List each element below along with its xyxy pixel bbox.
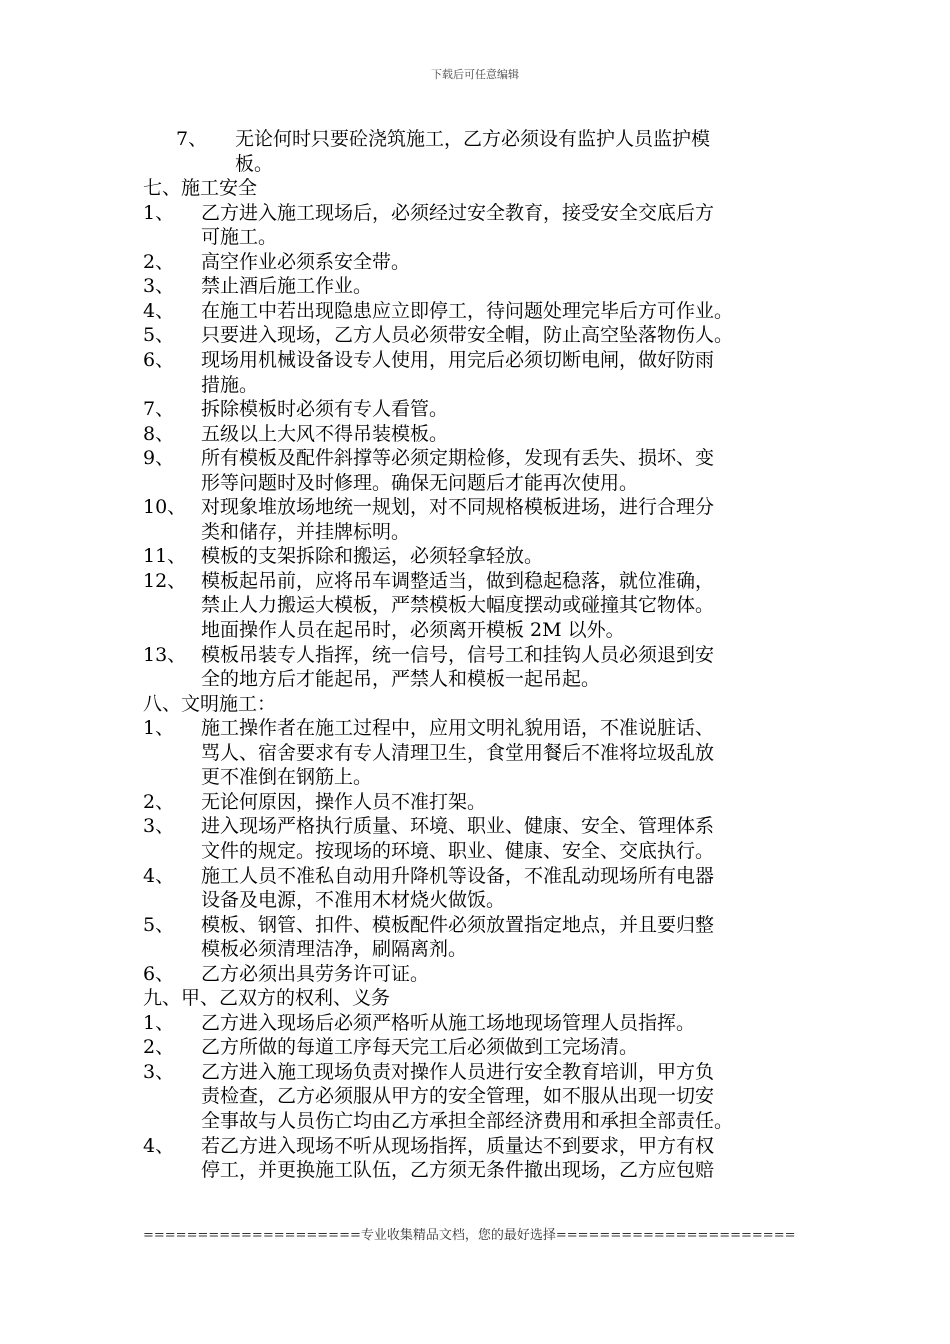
item-text: 设备及电源，不准用木材烧火做饭。 [201,889,506,912]
item-text: 措施。 [201,373,259,396]
item-text: 进入现场严格执行质量、环境、职业、健康、安全、管理体系 [201,815,715,838]
section-heading-text: 九、甲、乙双方的权利、义务 [143,987,391,1010]
item-text: 在施工中若出现隐患应立即停工，待问题处理完毕后方可作业。 [201,299,734,322]
item-text: 对现象堆放场地统一规划，对不同规格模板进场，进行合理分 [201,496,715,519]
item-text: 无论何原因，操作人员不准打架。 [201,790,487,813]
item-text: 形等问题时及时修理。确保无问题后才能再次使用。 [201,471,639,494]
item-text: 板。 [235,152,274,175]
item-number: 4、 [143,299,175,322]
item-text: 禁止人力搬运大模板，严禁模板大幅度摆动或碰撞其它物体。 [201,594,715,617]
item-number: 2、 [143,790,175,813]
item-text: 乙方进入现场后必须严格听从施工场地现场管理人员指挥。 [201,1011,696,1034]
item-number: 6、 [143,348,175,371]
item-number: 10、 [143,496,187,519]
item-text: 文件的规定。按现场的环境、职业、健康、安全、交底执行。 [201,839,715,862]
page-header: 下载后可任意编辑 [431,68,519,81]
item-number: 7、 [176,128,208,150]
item-text: 模板起吊前，应将吊车调整适当，做到稳起稳落，就位准确， [201,569,715,592]
item-text: 无论何时只要砼浇筑施工，乙方必须设有监护人员监护模 [235,128,711,150]
item-text: 若乙方进入现场不听从现场指挥，质量达不到要求，甲方有权 [201,1134,715,1157]
item-text: 所有模板及配件斜撑等必须定期检修，发现有丢失、损坏、变 [201,447,715,470]
item-number: 3、 [143,275,175,298]
item-text: 乙方必须出具劳务许可证。 [201,962,430,985]
item-text: 禁止酒后施工作业。 [201,275,373,298]
item-text: 地面操作人员在起吊时，必须离开模板 2M 以外。 [201,619,625,641]
section-heading-text: 八、文明施工： [143,692,277,715]
item-text: 施工操作者在施工过程中，应用文明礼貌用语，不准说脏话、 [201,717,715,740]
item-text: 骂人、宿舍要求有专人清理卫生，食堂用餐后不准将垃圾乱放 [201,741,715,764]
item-number: 2、 [143,1036,175,1059]
item-number: 4、 [143,864,175,887]
item-text: 停工，并更换施工队伍，乙方须无条件撤出现场，乙方应包赔 [201,1159,715,1182]
item-number: 6、 [143,962,175,985]
item-number: 13、 [143,643,187,666]
item-number: 9、 [143,447,175,470]
item-text: 拆除模板时必须有专人看管。 [201,398,449,421]
item-text: 模板、钢管、扣件、模板配件必须放置指定地点，并且要归整 [201,913,715,936]
item-number: 1、 [143,201,175,224]
item-text: 五级以上大风不得吊装模板。 [201,422,449,445]
item-text: 责检查，乙方必须服从甲方的安全管理，如不服从出现一切安 [201,1085,715,1108]
item-number: 3、 [143,815,175,838]
item-text: 现场用机械设备设专人使用，用完后必须切断电闸，做好防雨 [201,348,715,371]
item-text: 高空作业必须系安全带。 [201,250,411,273]
item-number: 1、 [143,1011,175,1034]
section-heading-text: 七、施工安全 [143,177,258,200]
item-text: 类和储存，并挂牌标明。 [201,520,411,543]
item-text: 模板吊装专人指挥，统一信号，信号工和挂钩人员必须退到安 [201,643,715,666]
item-text: 模板必须清理洁净，刷隔离剂。 [201,938,468,961]
item-number: 5、 [143,913,175,936]
item-text: 可施工。 [201,226,278,249]
page-footer: ====================专业收集精品文档，您的最好选择====================== [143,1228,796,1243]
item-number: 5、 [143,324,175,347]
item-text: 乙方进入施工现场负责对操作人员进行安全教育培训，甲方负 [201,1060,715,1083]
item-text: 只要进入现场，乙方人员必须带安全帽，防止高空坠落物伤人。 [201,324,734,347]
item-number: 8、 [143,422,175,445]
item-number: 3、 [143,1060,175,1083]
item-number: 2、 [143,250,175,273]
item-number: 11、 [143,545,187,568]
item-number: 12、 [143,569,187,592]
item-number: 7、 [143,398,175,421]
item-text: 模板的支架拆除和搬运，必须轻拿轻放。 [201,545,544,568]
item-text: 乙方所做的每道工序每天完工后必须做到工完场清。 [201,1036,639,1059]
item-text: 乙方进入施工现场后，必须经过安全教育，接受安全交底后方 [201,201,715,224]
item-number: 4、 [143,1134,175,1157]
item-number: 1、 [143,717,175,740]
item-text: 全事故与人员伤亡均由乙方承担全部经济费用和承担全部责任。 [201,1110,734,1132]
item-text: 施工人员不准私自动用升降机等设备，不准乱动现场所有电器 [201,864,715,887]
item-text: 全的地方后才能起吊，严禁人和模板一起吊起。 [201,668,601,691]
item-text: 更不准倒在钢筋上。 [201,766,373,789]
